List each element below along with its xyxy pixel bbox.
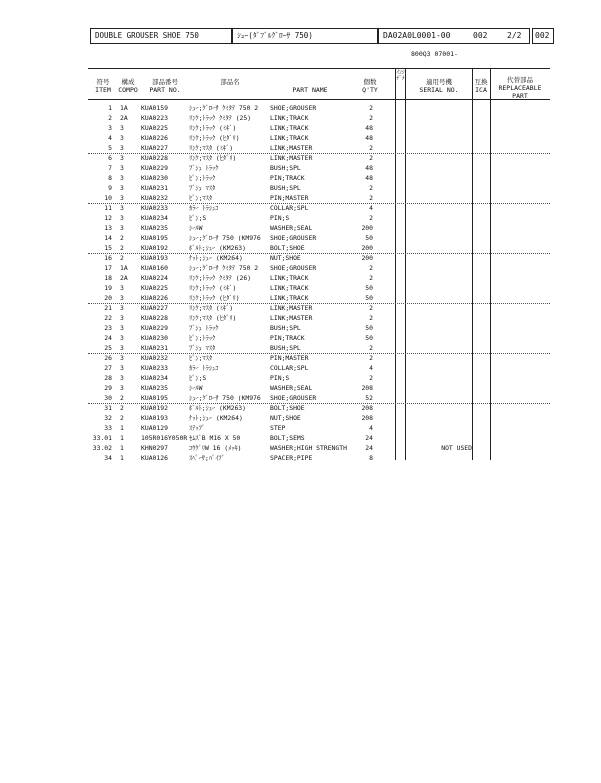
item-number: 34 [104,454,112,462]
component-level: 1 [120,434,124,442]
table-row [0,213,601,223]
quantity: 200 [361,224,373,232]
part-name: BUSH;SPL [270,344,301,352]
sub-code: 800Q3 07001- [411,50,458,58]
component-level: 3 [120,174,124,182]
part-number: KUA0227 [141,144,168,152]
part-number: KUA0126 [141,454,168,462]
col-serial-jp: 適用号機 [426,78,452,86]
part-name: SHOE;GROUSER [270,394,317,402]
part-name: LINK;TRACK [270,114,309,122]
component-level: 3 [120,124,124,132]
part-number: KUA0231 [141,184,168,192]
part-number: KUA0224 [141,274,168,282]
part-name: NUT;SHOE [270,414,301,422]
part-number: KUA0230 [141,174,168,182]
part-number: KUA0225 [141,284,168,292]
component-level: 2 [120,394,124,402]
item-number: 16 [104,254,112,262]
part-name: LINK;MASTER [270,144,313,152]
part-name: PIN;MASTER [270,194,309,202]
part-number: KHN0297 [141,444,168,452]
part-number: KUA0234 [141,374,168,382]
part-number: KUA0228 [141,154,168,162]
table-row [0,113,601,123]
table-row [0,273,601,283]
part-name-jp: ｺｳｸﾞﾘW 16 (ﾒｯｷ) [189,444,242,452]
quantity: 2 [369,374,373,382]
col-comp-en: COMPO [118,86,138,94]
item-number: 6 [108,154,112,162]
part-name: PIN;TRACK [270,334,305,342]
page-code: 002 [532,28,554,44]
part-number: KUA0195 [141,234,168,242]
table-row [0,363,601,373]
item-number: 19 [104,284,112,292]
component-level: 3 [120,224,124,232]
part-name: LINK;TRACK [270,284,309,292]
col-comp-jp: 構成 [121,78,135,86]
component-level: 3 [120,214,124,222]
doc-title: DOUBLE GROUSER SHOE 750 [90,28,232,44]
part-name: LINK;MASTER [270,154,313,162]
part-name-jp: ｶﾗｰ ﾄﾗｼｭｺ [189,204,219,212]
quantity: 48 [365,164,373,172]
quantity: 200 [361,254,373,262]
table-row [0,343,601,353]
part-name-jp: ﾌﾞｼｭ ﾄﾗｯｸ [189,324,219,332]
table-row [0,233,601,243]
col-repl-en2: PART [512,92,528,100]
quantity: 208 [361,404,373,412]
table-row [0,263,601,273]
part-name-jp: ｽﾍﾟｰｻ;ﾊﾟｲﾌﾟ [189,454,225,462]
part-name: LINK;TRACK [270,274,309,282]
quantity: 2 [369,144,373,152]
part-name: SHOE;GROUSER [270,264,317,272]
component-level: 3 [120,344,124,352]
quantity: 4 [369,204,373,212]
quantity: 2 [369,274,373,282]
part-name-jp: ﾘﾝｸ;ﾏｽﾀ (ﾐｷﾞ) [189,304,234,312]
quantity: 24 [365,434,373,442]
part-name: PIN;TRACK [270,174,305,182]
part-name: WASHER;SEAL [270,384,313,392]
col-name-en: PART NAME [292,86,328,94]
table-row [0,183,601,193]
part-number: KUA0192 [141,244,168,252]
component-level: 1A [120,104,128,112]
col-ica-en: ICA [475,86,487,94]
part-name-jp: ﾘﾝｸ;ﾏｽﾀ (ﾐｷﾞ) [189,144,234,152]
part-number: KUA0229 [141,164,168,172]
component-level: 3 [120,364,124,372]
col-qty-en: Q'TY [362,86,378,94]
part-name-jp: ﾌﾞｼｭ ﾏｽﾀ [189,344,216,352]
quantity: 200 [361,244,373,252]
item-number: 21 [104,304,112,312]
part-name: BOLT;SHOE [270,244,305,252]
quantity: 48 [365,124,373,132]
table-row [0,413,601,423]
col-item-jp: 符号 [96,78,110,86]
table-row [0,393,601,403]
part-name: LINK;MASTER [270,314,313,322]
item-number: 27 [104,364,112,372]
item-number: 10 [104,194,112,202]
table-row [0,293,601,303]
doc-title-jp: ｼｭｰ(ﾀﾞﾌﾞﾙｸﾞﾛｰｻ 750) [232,28,378,44]
part-number: KUA0231 [141,344,168,352]
part-name-jp: ﾋﾟﾝ;ﾏｽﾀ [189,194,213,202]
part-number: KUA0195 [141,394,168,402]
part-name-jp: ﾘﾝｸ;ﾄﾗｯｸ ｸﾐﾀﾃ (25) [189,114,252,122]
part-number: KUA0225 [141,124,168,132]
page-of: 2/2 [507,31,522,40]
part-name-jp: ｼｭｰ;ｸﾞﾛｰｻ 750 (KM976 [189,394,261,402]
col-ica-jp: 互換 [474,78,488,86]
item-number: 2 [108,114,112,122]
table-row [0,283,601,293]
quantity: 208 [361,414,373,422]
component-level: 3 [120,324,124,332]
table-row [0,253,601,263]
quantity: 208 [361,384,373,392]
table-row [0,313,601,323]
header-bottom-rule [88,99,550,100]
part-name: SPACER;PIPE [270,454,313,462]
part-name-jp: ｾﾑｽﾞB M16 X 50 [189,434,241,442]
table-row [0,333,601,343]
part-name-jp: ﾋﾟﾝ;ﾏｽﾀ [189,354,213,362]
component-level: 3 [120,144,124,152]
component-level: 3 [120,204,124,212]
part-number: KUA0230 [141,334,168,342]
part-name: LINK;TRACK [270,294,309,302]
table-row [0,423,601,433]
component-level: 3 [120,314,124,322]
table-row [0,193,601,203]
component-level: 3 [120,184,124,192]
item-number: 3 [108,124,112,132]
part-name-jp: ﾘﾝｸ;ﾏｽﾀ (ﾋﾀﾞﾘ) [189,314,237,322]
part-name: BUSH;SPL [270,324,301,332]
part-name-jp: ﾘﾝｸ;ﾄﾗｯｸ ｸﾐﾀﾃ (26) [189,274,252,282]
doc-code: DA02A0L0001-00 [383,31,451,40]
item-number: 15 [104,244,112,252]
item-number: 33 [104,424,112,432]
part-name: LINK;TRACK [270,134,309,142]
table-row [0,243,601,253]
part-name: WASHER;HIGH STRENGTH [270,444,347,452]
item-number: 32 [104,414,112,422]
table-row [0,373,601,383]
col-partno-en: PART NO. [149,86,181,94]
serial-note: NOT USED [441,444,472,452]
col-repl-en1: REPLACEABLE [498,84,542,92]
table-row [0,163,601,173]
part-number: KUA0223 [141,114,168,122]
quantity: 4 [369,424,373,432]
part-number: KUA0233 [141,364,168,372]
item-number: 13 [104,224,112,232]
part-name-jp: ﾋﾟﾝ;S [189,374,207,382]
col-side-jp: ｲﾝｼﾃﾞﾅ [396,70,405,82]
item-number: 31 [104,404,112,412]
table-row [0,443,601,453]
part-name-jp: ﾘﾝｸ;ﾄﾗｯｸ (ﾋﾀﾞﾘ) [189,134,240,142]
component-level: 2 [120,234,124,242]
part-number: KUA0193 [141,414,168,422]
table-row [0,223,601,233]
col-name-jp: 部品名 [220,78,240,86]
item-number: 23 [104,324,112,332]
table-row [0,143,601,153]
component-level: 3 [120,334,124,342]
component-level: 3 [120,164,124,172]
item-number: 11 [104,204,112,212]
part-name-jp: ﾘﾝｸ;ﾄﾗｯｸ (ﾋﾀﾞﾘ) [189,294,240,302]
quantity: 50 [365,294,373,302]
part-name: LINK;MASTER [270,304,313,312]
component-level: 3 [120,284,124,292]
item-number: 1 [108,104,112,112]
component-level: 3 [120,134,124,142]
quantity: 2 [369,214,373,222]
part-name-jp: ｶﾗｰ ﾄﾗｼｭｺ [189,364,219,372]
item-number: 14 [104,234,112,242]
quantity: 2 [369,114,373,122]
part-name-jp: ﾌﾞｼｭ ﾄﾗｯｸ [189,164,219,172]
quantity: 2 [369,104,373,112]
component-level: 2 [120,254,124,262]
part-name-jp: ｼｭｰ;ｸﾞﾛｰｻ ｸﾐﾀﾃ 750 2 [189,264,259,272]
doc-code-box [378,28,530,44]
quantity: 48 [365,134,373,142]
item-number: 26 [104,354,112,362]
part-name: PIN;S [270,214,290,222]
table-row [0,383,601,393]
part-name-jp: ﾎﾞﾙﾄ;ｼｭｰ (KM263) [189,244,246,252]
item-number: 33.02 [92,444,112,452]
part-number: KUA0226 [141,294,168,302]
part-number: 105R016Y050R [141,434,188,442]
part-name-jp: ﾘﾝｸ;ﾄﾗｯｸ (ﾐｷﾞ) [189,284,237,292]
component-level: 1 [120,454,124,462]
item-number: 22 [104,314,112,322]
table-row [0,103,601,113]
part-number: KUA0159 [141,104,168,112]
col-qty-jp: 個数 [363,78,377,86]
component-level: 3 [120,374,124,382]
table-row [0,173,601,183]
part-name: WASHER;SEAL [270,224,313,232]
part-name: NUT;SHOE [270,254,301,262]
part-number: KUA0229 [141,324,168,332]
part-name: PIN;S [270,374,290,382]
part-name: SHOE;GROUSER [270,104,317,112]
part-number: KUA0228 [141,314,168,322]
part-name: LINK;TRACK [270,124,309,132]
col-repl-jp: 代替部品 [507,76,533,84]
col-item-en: ITEM [95,86,111,94]
item-number: 29 [104,384,112,392]
part-name: BOLT;SHOE [270,404,305,412]
item-number: 8 [108,174,112,182]
quantity: 50 [365,234,373,242]
part-name-jp: ｼｰﾙW [189,224,203,232]
part-name-jp: ｼｭｰ;ｸﾞﾛｰｻ ｸﾐﾀﾃ 750 2 [189,104,259,112]
table-top-rule [88,68,550,69]
table-row [0,353,601,363]
part-number: KUA0226 [141,134,168,142]
quantity: 8 [369,454,373,462]
quantity: 52 [365,394,373,402]
component-level: 2 [120,414,124,422]
component-level: 1 [120,424,124,432]
item-number: 7 [108,164,112,172]
part-name: SHOE;GROUSER [270,234,317,242]
component-level: 2A [120,274,128,282]
part-number: KUA0193 [141,254,168,262]
part-number: KUA0233 [141,204,168,212]
quantity: 4 [369,364,373,372]
quantity: 50 [365,334,373,342]
item-number: 28 [104,374,112,382]
col-serial-en: SERIAL NO. [419,86,459,94]
part-name: BUSH;SPL [270,184,301,192]
part-name: BOLT;SEMS [270,434,305,442]
component-level: 3 [120,354,124,362]
component-level: 2A [120,114,128,122]
component-level: 1A [120,264,128,272]
table-row [0,303,601,313]
part-name-jp: ｼｭｰ;ｸﾞﾛｰｻ 750 (KM976 [189,234,261,242]
part-name-jp: ﾋﾟﾝ;ﾄﾗｯｸ [189,334,216,342]
part-number: KUA0227 [141,304,168,312]
component-level: 3 [120,194,124,202]
part-name: COLLAR;SPL [270,204,309,212]
quantity: 24 [365,444,373,452]
part-name-jp: ﾅｯﾄ;ｼｭｰ (KM264) [189,414,243,422]
component-level: 2 [120,404,124,412]
table-row [0,433,601,443]
quantity: 50 [365,284,373,292]
component-level: 3 [120,304,124,312]
part-name-jp: ﾎﾞﾙﾄ;ｼｭｰ (KM263) [189,404,246,412]
part-name: COLLAR;SPL [270,364,309,372]
component-level: 3 [120,384,124,392]
item-number: 4 [108,134,112,142]
item-number: 5 [108,144,112,152]
quantity: 2 [369,314,373,322]
item-number: 24 [104,334,112,342]
table-row [0,323,601,333]
quantity: 2 [369,354,373,362]
item-number: 25 [104,344,112,352]
part-name-jp: ﾋﾟﾝ;S [189,214,207,222]
part-name: BUSH;SPL [270,164,301,172]
part-number: KUA0234 [141,214,168,222]
part-number: KUA0235 [141,224,168,232]
table-row [0,403,601,413]
part-name: PIN;MASTER [270,354,309,362]
part-name-jp: ﾘﾝｸ;ﾏｽﾀ (ﾋﾀﾞﾘ) [189,154,237,162]
component-level: 3 [120,154,124,162]
item-number: 33.01 [92,434,112,442]
item-number: 12 [104,214,112,222]
part-number: KUA0235 [141,384,168,392]
part-name-jp: ﾅｯﾄ;ｼｭｰ (KM264) [189,254,243,262]
quantity: 48 [365,174,373,182]
quantity: 2 [369,304,373,312]
part-name: STEP [270,424,286,432]
item-number: 18 [104,274,112,282]
quantity: 2 [369,264,373,272]
col-partno-jp: 部品番号 [152,78,178,86]
part-name-jp: ﾋﾟﾝ;ﾄﾗｯｸ [189,174,216,182]
table-row [0,123,601,133]
component-level: 2 [120,244,124,252]
table-row [0,153,601,163]
component-level: 3 [120,294,124,302]
part-number: KUA0192 [141,404,168,412]
component-level: 1 [120,444,124,452]
item-number: 20 [104,294,112,302]
table-row [0,203,601,213]
quantity: 2 [369,344,373,352]
part-number: KUA0129 [141,424,168,432]
page-number: 002 [473,31,488,40]
part-name-jp: ﾘﾝｸ;ﾄﾗｯｸ (ﾐｷﾞ) [189,124,237,132]
part-number: KUA0232 [141,354,168,362]
table-row [0,133,601,143]
quantity: 2 [369,154,373,162]
part-name-jp: ｽﾃｯﾌﾟ [189,424,205,432]
table-row [0,453,601,463]
quantity: 2 [369,194,373,202]
part-number: KUA0232 [141,194,168,202]
item-number: 30 [104,394,112,402]
part-number: KUA0160 [141,264,168,272]
part-name-jp: ﾌﾞｼｭ ﾏｽﾀ [189,184,216,192]
item-number: 9 [108,184,112,192]
quantity: 50 [365,324,373,332]
part-name-jp: ｼｰﾙW [189,384,203,392]
quantity: 2 [369,184,373,192]
item-number: 17 [104,264,112,272]
